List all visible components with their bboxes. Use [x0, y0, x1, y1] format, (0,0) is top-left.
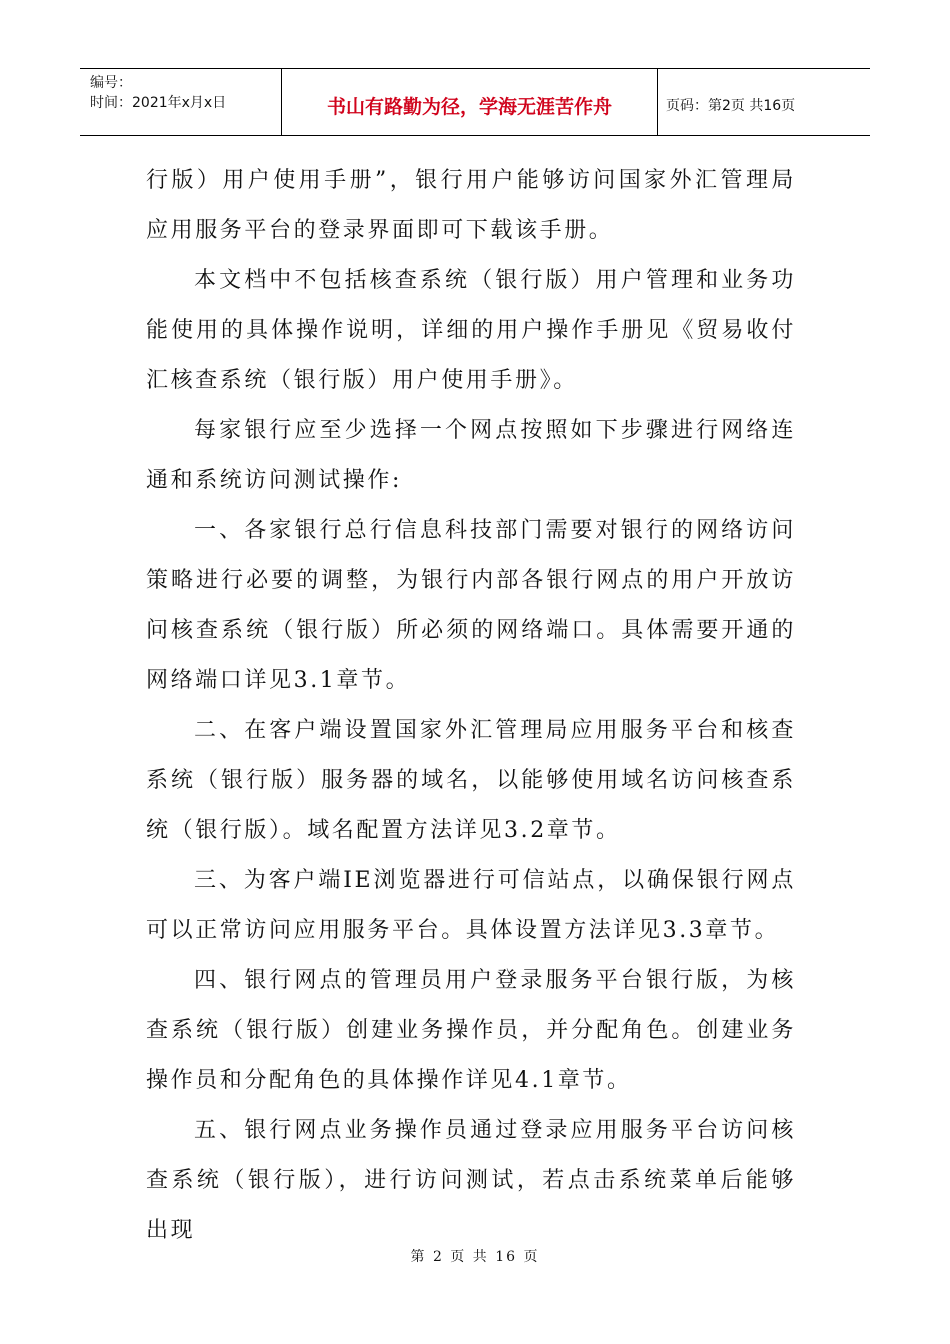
paragraph-step-5: 五、银行网点业务操作员通过登录应用服务平台访问核查系统（银行版），进行访问测试，若点击系统菜单后能够出现 [146, 1118, 796, 1243]
paragraph-continued: 行版）用户使用手册”，银行用户能够访问国家外汇管理局应用服务平台的登录界面即可下载该手册。 [146, 168, 796, 243]
page-footer-number: 第 2 页 共 16 页 [410, 1249, 540, 1265]
document-body [146, 156, 796, 1256]
header-page-info: 页码：第2页 共16页 [666, 98, 796, 114]
paragraph-step-3: 三、为客户端IE浏览器进行可信站点，以确保银行网点可以正常访问应用服务平台。具体设置方法详见3.3章节。 [146, 868, 796, 943]
document-code-label: 编号： [90, 75, 132, 91]
header-motto: 书山有路勤为径，学海无涯苦作舟 [282, 69, 658, 135]
paragraph-step-1: 一、各家银行总行信息科技部门需要对银行的网络访问策略进行必要的调整，为银行内部各银行网点的用户开放访问核查系统（银行版）所必须的网络端口。具体需要开通的网络端口详见3.1章节。 [146, 518, 796, 693]
paragraph: 本文档中不包括核查系统（银行版）用户管理和业务功能使用的具体操作说明，详细的用户操作手册见《贸易收付汇核查系统（银行版）用户使用手册》。 [146, 268, 796, 393]
paragraph: 每家银行应至少选择一个网点按照如下步骤进行网络连通和系统访问测试操作: [146, 418, 796, 493]
header-meta [80, 69, 282, 135]
paragraph-step-4: 四、银行网点的管理员用户登录服务平台银行版，为核查系统（银行版）创建业务操作员，并分配角色。创建业务操作员和分配角色的具体操作详见4.1章节。 [146, 968, 796, 1093]
document-time-label: 时间：2021年x月x日 [90, 95, 227, 111]
paragraph-step-2: 二、在客户端设置国家外汇管理局应用服务平台和核查系统（银行版）服务器的域名，以能够使用域名访问核查系统（银行版）。域名配置方法详见3.2章节。 [146, 718, 796, 843]
page-header [80, 68, 870, 136]
